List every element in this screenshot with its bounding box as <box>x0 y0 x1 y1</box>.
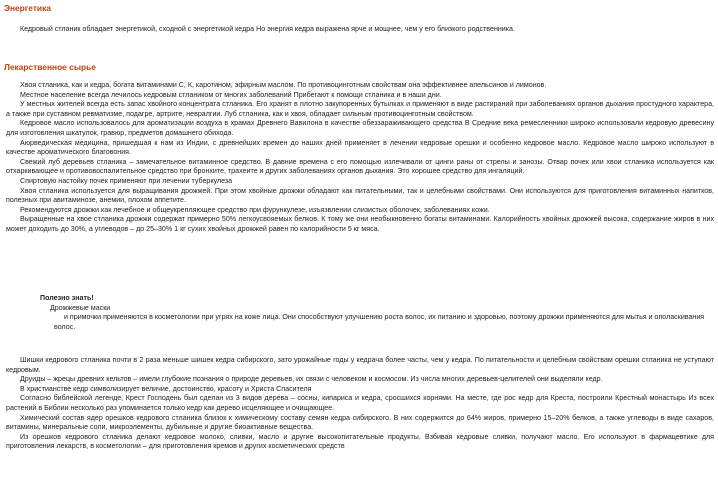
paragraph: Хвоя стланика, как и кедра, богата витаминами С, К, каротином, эфирным маслом. По противоцинготным свойствам она эффективнее апельсинов и лимонов. <box>20 81 547 89</box>
final-text-block <box>6 356 714 452</box>
paragraph: У местных жителей всегда есть запас хвойного концентрата стланика. Его хранят в плотно закупоренных бутылках и применяют в виде растираний при заболеваниях органов дыхания простудного характера, а также при суставном ревматизме, подагре, артрите, невралгии. Луб стланика, как и хвоя, обладает сильным противоцинготным свойством. <box>6 100 714 118</box>
paragraph: Из орешков кедрового стланика делают кедровое молоко, сливки, масло и другие высокопитательные продукты. Взбивая кедровые сливки, получают масло. Его используют в фармацевтике для приготовления лекарств, в косметологии – для приготовления кремов и других косметических средств <box>6 432 714 451</box>
paragraph: Аюрведическая медицина, пришедшая к нам из Индии, с древнейших времен до наших дней применяет в лечении кедровые орешки и особенно кедровое масло. Кедровое масло широко используют в качестве ароматического благовония. <box>6 138 714 157</box>
useful-note-box <box>40 294 710 332</box>
paragraph: Выращенные на хвое стланика дрожжи содержат примерно 50% легкоусвояемых белков. К тому же они необыкновенно богаты витаминами. Калорийность хвойных дрожжей высока, содержание жиров в них может доходить до 30%, а углеводов – до 25–30% 1 кг сухих хвойных дрожжей равен по калорийности 5 кг мяса. <box>6 215 714 233</box>
section-title-medicinal: Лекарственное сырье <box>4 62 96 72</box>
section-title-energetics: Энергетика <box>4 3 51 13</box>
note-text: и примочки применяются в косметологии при угрях на коже лица. Они способствуют улучшению роста волос, их питанию и здоровью, поэтому дрожжи применяются для мытья и ополаскивания волос. <box>54 313 705 331</box>
paragraph: Друиды – жрецы древних кельтов – имели глубокие познания о природе деревьев, их связи с человеком и космосом. Из числа многих деревьев-целителей они выделяли кедр. <box>20 375 603 384</box>
paragraph: Хвоя стланика используется для выращивания дрожжей. При этом хвойные дрожжи обладают как питательными, так и целебными свойствами. Они используются для приготовления витаминных напитков, полезных при авитаминозе, анемии, плохом аппетите. <box>6 186 714 205</box>
energetics-text-block <box>6 25 714 35</box>
paragraph: Кедровое масло использовалось для ароматизации воздуха в храмах Древнего Вавилона в качестве обеззараживающего средства В Средние века ремесленники широко использовали кедровую древесину для изготовления шкатулок, гравюр, предметов домашнего обихода. <box>6 119 714 137</box>
note-heading: Полезно знать! <box>40 294 94 302</box>
paragraph: Местное население всегда лечилось кедровым стлаником от многих заболеваний Прибегают к помощи стланика и в наши дни. <box>20 90 442 99</box>
paragraph: Кедровый стланик обладает энергетикой, сходной с энергетикой кедра Но энергия кедра выражена ярче и мощнее, чем у его близкого родственника. <box>20 25 515 33</box>
medicinal-text-block <box>6 81 714 235</box>
paragraph: Согласно библейской легенде, Крест Господень был сделан из 3 видов дерева – сосны, кипариса и кедра, сросшихся корнями. На месте, где рос кедр для Креста, построили Крестный монастырь Из всех растений в Библии несколько раз упоминается только кедр как дерево исцеляющее и очищающее. <box>6 394 714 412</box>
paragraph: Шишки кедрового стланика почти в 2 раза меньше шишек кедра сибирского, зато урожайные годы у кедрача более часты, чем у кедра. По питательности и целебным свойствам орешки стланика не уступают кедровым. <box>6 356 714 374</box>
note-subheading: Дрожжевые маски <box>50 303 111 312</box>
paragraph: Рекомендуются дрожжи как лечебное и общеукрепляющее средство при фурункулезе, изъязвлении слизистых оболочек, заболеваниях кожи. <box>20 205 490 214</box>
paragraph: В христианстве кедр символизирует величие, достоинство, красоту и Христа Спасителя <box>20 384 312 393</box>
paragraph: Спиртовую настойку почек применяют при лечении туберкулеза <box>20 176 233 185</box>
paragraph: Свежий луб деревьев стланика – замечательное витаминное средство. В давние времена с его помощью излечивали от цинги раны от стрелы и занозы. Отвар почек или хвои стланика используется как отхаркивающее и противовоспалительное средство при бронхите, трахеите и других заболеваниях органов дыхания. Это хорошее средство для ингаляций. <box>6 157 714 176</box>
paragraph: Химический состав ядер орешков кедрового стланика близок к химическому составу семян кедра сибирского. В них содержится до 64% жиров, примерно 15–20% белков, а также углеводы в виде сахаров, витамины, минеральные соли, микроэлементы, дубильные и другие биоактивные вещества. <box>6 413 714 432</box>
